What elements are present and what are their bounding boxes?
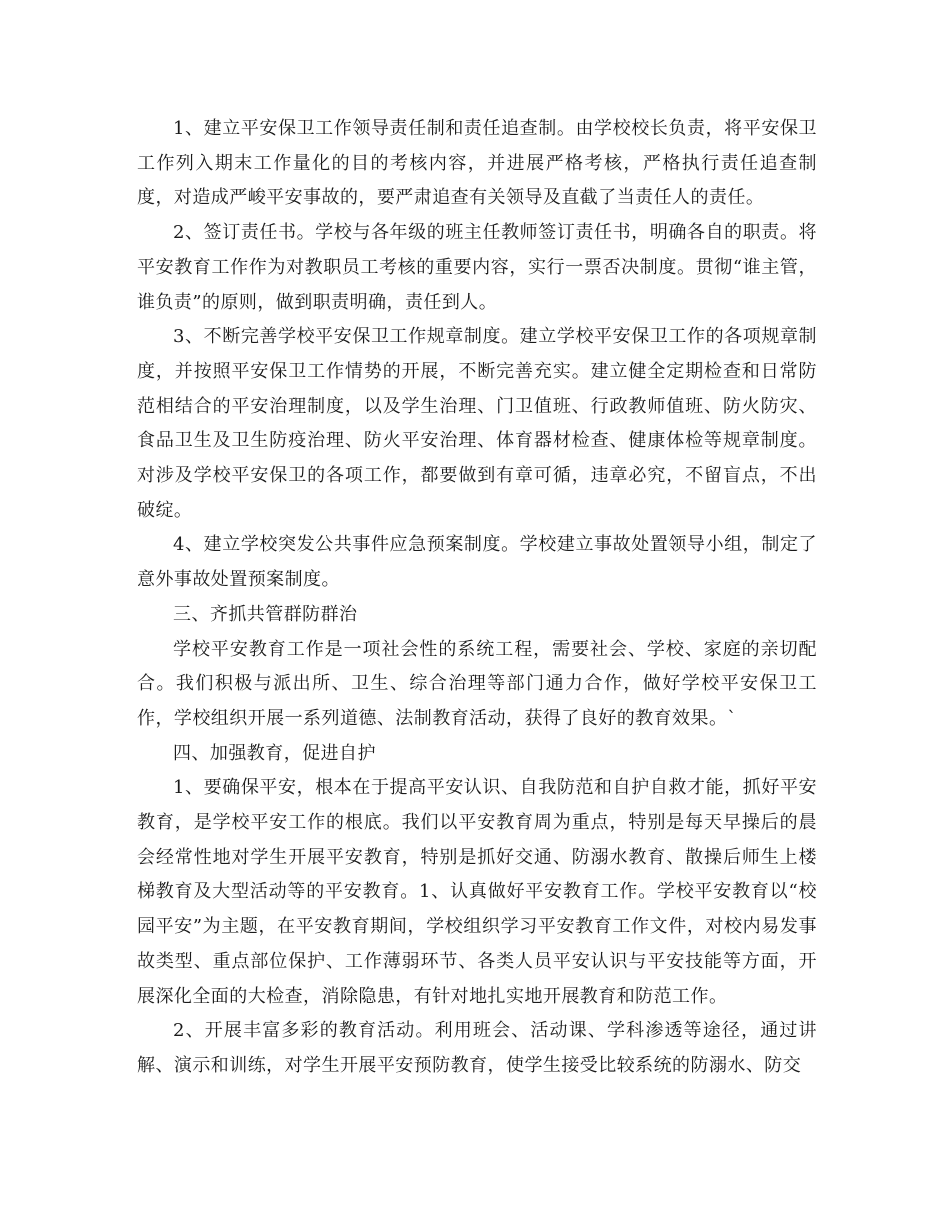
paragraph-regulations: 3、不断完善学校平安保卫工作规章制度。建立学校平安保卫工作的各项规章制度，并按照平安保卫工作情势的开展，不断完善充实。建立健全定期检查和日常防范相结合的平安治理制度，以及学生治理、门卫值班、行政教师值班、防火防灾、食品卫生及卫生防疫治理、防火平安治理、体育器材检查、健康体检等规章制度。对涉及学校平安保卫的各项工作，都要做到有章可循，违章必究，不留盲点，不出破绽。 [137, 326, 817, 521]
paragraph-emergency-plan: 4、建立学校突发公共事件应急预案制度。学校建立事故处置领导小组，制定了意外事故处置预案制度。 [137, 534, 817, 591]
section-heading-joint-management: 三、齐抓共管群防群治 [173, 603, 358, 625]
paragraph-education-activities: 2、开展丰富多彩的教育活动。利用班会、活动课、学科渗透等途径，通过讲解、演示和训练，对学生开展平安预防教育，使学生接受比较系统的防溺水、防交 [137, 1020, 817, 1076]
paragraph-safety-education: 1、要确保平安，根本在于提高平安认识、自我防范和自护自救才能，抓好平安教育，是学校平安工作的根底。我们以平安教育周为重点，特别是每天早操后的晨会经常性地对学生开展平安教育，特别是抓好交通、防溺水教育、散操后师生上楼梯教育及大型活动等的平安教育。1、认真做好平安教育工作。学校平安教育以“校园平安”为主题，在平安教育期间，学校组织学习平安教育工作文件，对校内易发事故类型、重点部位保护、工作薄弱环节、各类人员平安认识与平安技能等方面，开展深化全面的大检查，消除隐患，有针对地扎实地开展教育和防范工作。 [137, 777, 817, 1007]
paragraph-responsibility-letter: 2、签订责任书。学校与各年级的班主任教师签订责任书，明确各自的职责。将平安教育工作作为对教职员工考核的重要内容，实行一票否决制度。贯彻“谁主管，谁负责”的原则，做到职责明确，责任到人。 [137, 222, 817, 313]
paragraph-social-cooperation: 学校平安教育工作是一项社会性的系统工程，需要社会、学校、家庭的亲切配合。我们积极与派出所、卫生、综合治理等部门通力合作，做好学校平安保卫工作，学校组织开展一系列道德、法制教育活动，获得了良好的教育效果。` [137, 638, 817, 729]
paragraph-responsibility-system: 1、建立平安保卫工作领导责任制和责任追查制。由学校校长负责，将平安保卫工作列入期末工作量化的目的考核内容，并进展严格考核，严格执行责任追查制度，对造成严峻平安事故的，要严肃追查有关领导及直截了当责任人的责任。 [137, 118, 817, 209]
document-body [137, 112, 817, 1084]
section-heading-education: 四、加强教育，促进自护 [173, 742, 376, 764]
